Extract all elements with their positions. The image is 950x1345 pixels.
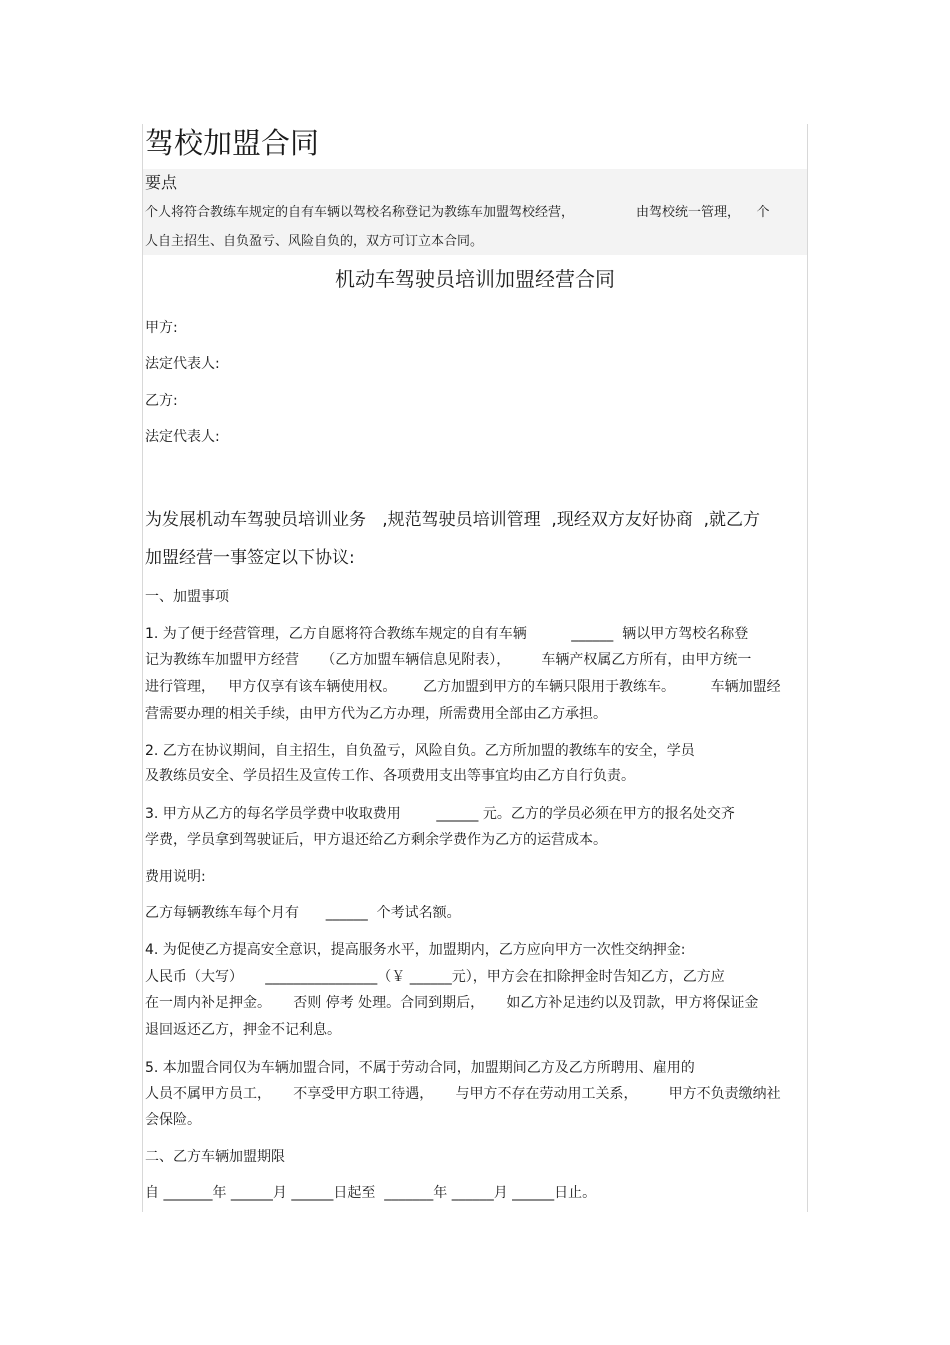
party-b-label: 乙方: [145,393,178,409]
clause-2-line: 2. 乙方在协议期间，自主招生，自负盈亏，风险自负。乙方所加盟的教练车的安全，学员 [145,743,695,759]
party-a-representative-label: 法定代表人: [145,356,220,372]
clause-5-line: 会保险。 [145,1112,201,1128]
party-a-label: 甲方: [145,320,178,336]
fee-note-line: 乙方每辆教练车每个月有 ______ 个考试名额。 [145,905,461,921]
clause-4-line: 退回返还乙方，押金不记利息。 [145,1022,341,1038]
clause-3-line: 3. 甲方从乙方的每名学员学费中收取费用 ______ 元。乙方的学员必须在甲方的报名处交齐 [145,806,735,822]
section-2-heading: 二、乙方车辆加盟期限 [145,1149,285,1165]
clause-4-line: 在一周内补足押金。 否则 停考 处理。合同到期后， 如乙方补足违约以及罚款，甲方将保证金 [145,995,759,1011]
party-b-representative-label: 法定代表人: [145,429,220,445]
clause-5-line: 人员不属甲方员工， 不享受甲方职工待遇， 与甲方不存在劳动用工关系， 甲方不负责缴纳社 [145,1086,781,1102]
clause-3-line: 学费，学员拿到驾驶证后，甲方退还给乙方剩余学费作为乙方的运营成本。 [145,832,607,848]
summary-line: 个人将符合教练车规定的自有车辆以驾校名称登记为教练车加盟驾校经营， 由驾校统一管理， 个 [145,205,770,220]
section-1-heading: 一、加盟事项 [145,589,229,605]
clause-1-line: 记为教练车加盟甲方经营 （乙方加盟车辆信息见附表）， 车辆产权属乙方所有，由甲方统一 [145,652,752,668]
clause-5-line: 5. 本加盟合同仅为车辆加盟合同，不属于劳动合同，加盟期间乙方及乙方所聘用、雇用的 [145,1060,695,1076]
document-page [142,124,808,1212]
summary-line: 人自主招生、自负盈亏、风险自负的，双方可订立本合同。 [145,234,484,249]
preamble-line: 为发展机动车驾驶员培训业务 ,规范驾驶员培训管理 ,现经双方友好协商 ,就乙方 [145,510,761,530]
clause-4-line: 人民币（大写） ________________（￥ ______元），甲方会在扣除押金时告知乙方，乙方应 [145,969,725,985]
summary-box [143,169,807,255]
clause-1-line: 进行管理， 甲方仅享有该车辆使用权。 乙方加盟到甲方的车辆只限用于教练车。 车辆加盟经 [145,679,781,695]
contract-title: 机动车驾驶员培训加盟经营合同 [335,267,615,291]
clause-1-line: 1. 为了便于经营管理，乙方自愿将符合教练车规定的自有车辆 ______ 辆以甲方驾校名称登 [145,626,749,642]
clause-4-line: 4. 为促使乙方提高安全意识，提高服务水平，加盟期内，乙方应向甲方一次性交纳押金: [145,942,686,958]
franchise-period-line: 自 _______年 ______月 ______日起至 _______年 ______月 ______日止。 [145,1185,597,1201]
fee-note-heading: 费用说明: [145,869,206,885]
clause-1-line: 营需要办理的相关手续，由甲方代为乙方办理，所需费用全部由乙方承担。 [145,706,607,722]
document-title: 驾校加盟合同 [145,126,320,160]
summary-heading: 要点 [145,173,178,192]
clause-2-line: 及教练员安全、学员招生及宣传工作、各项费用支出等事宜均由乙方自行负责。 [145,768,635,784]
preamble-line: 加盟经营一事签定以下协议: [145,548,355,568]
